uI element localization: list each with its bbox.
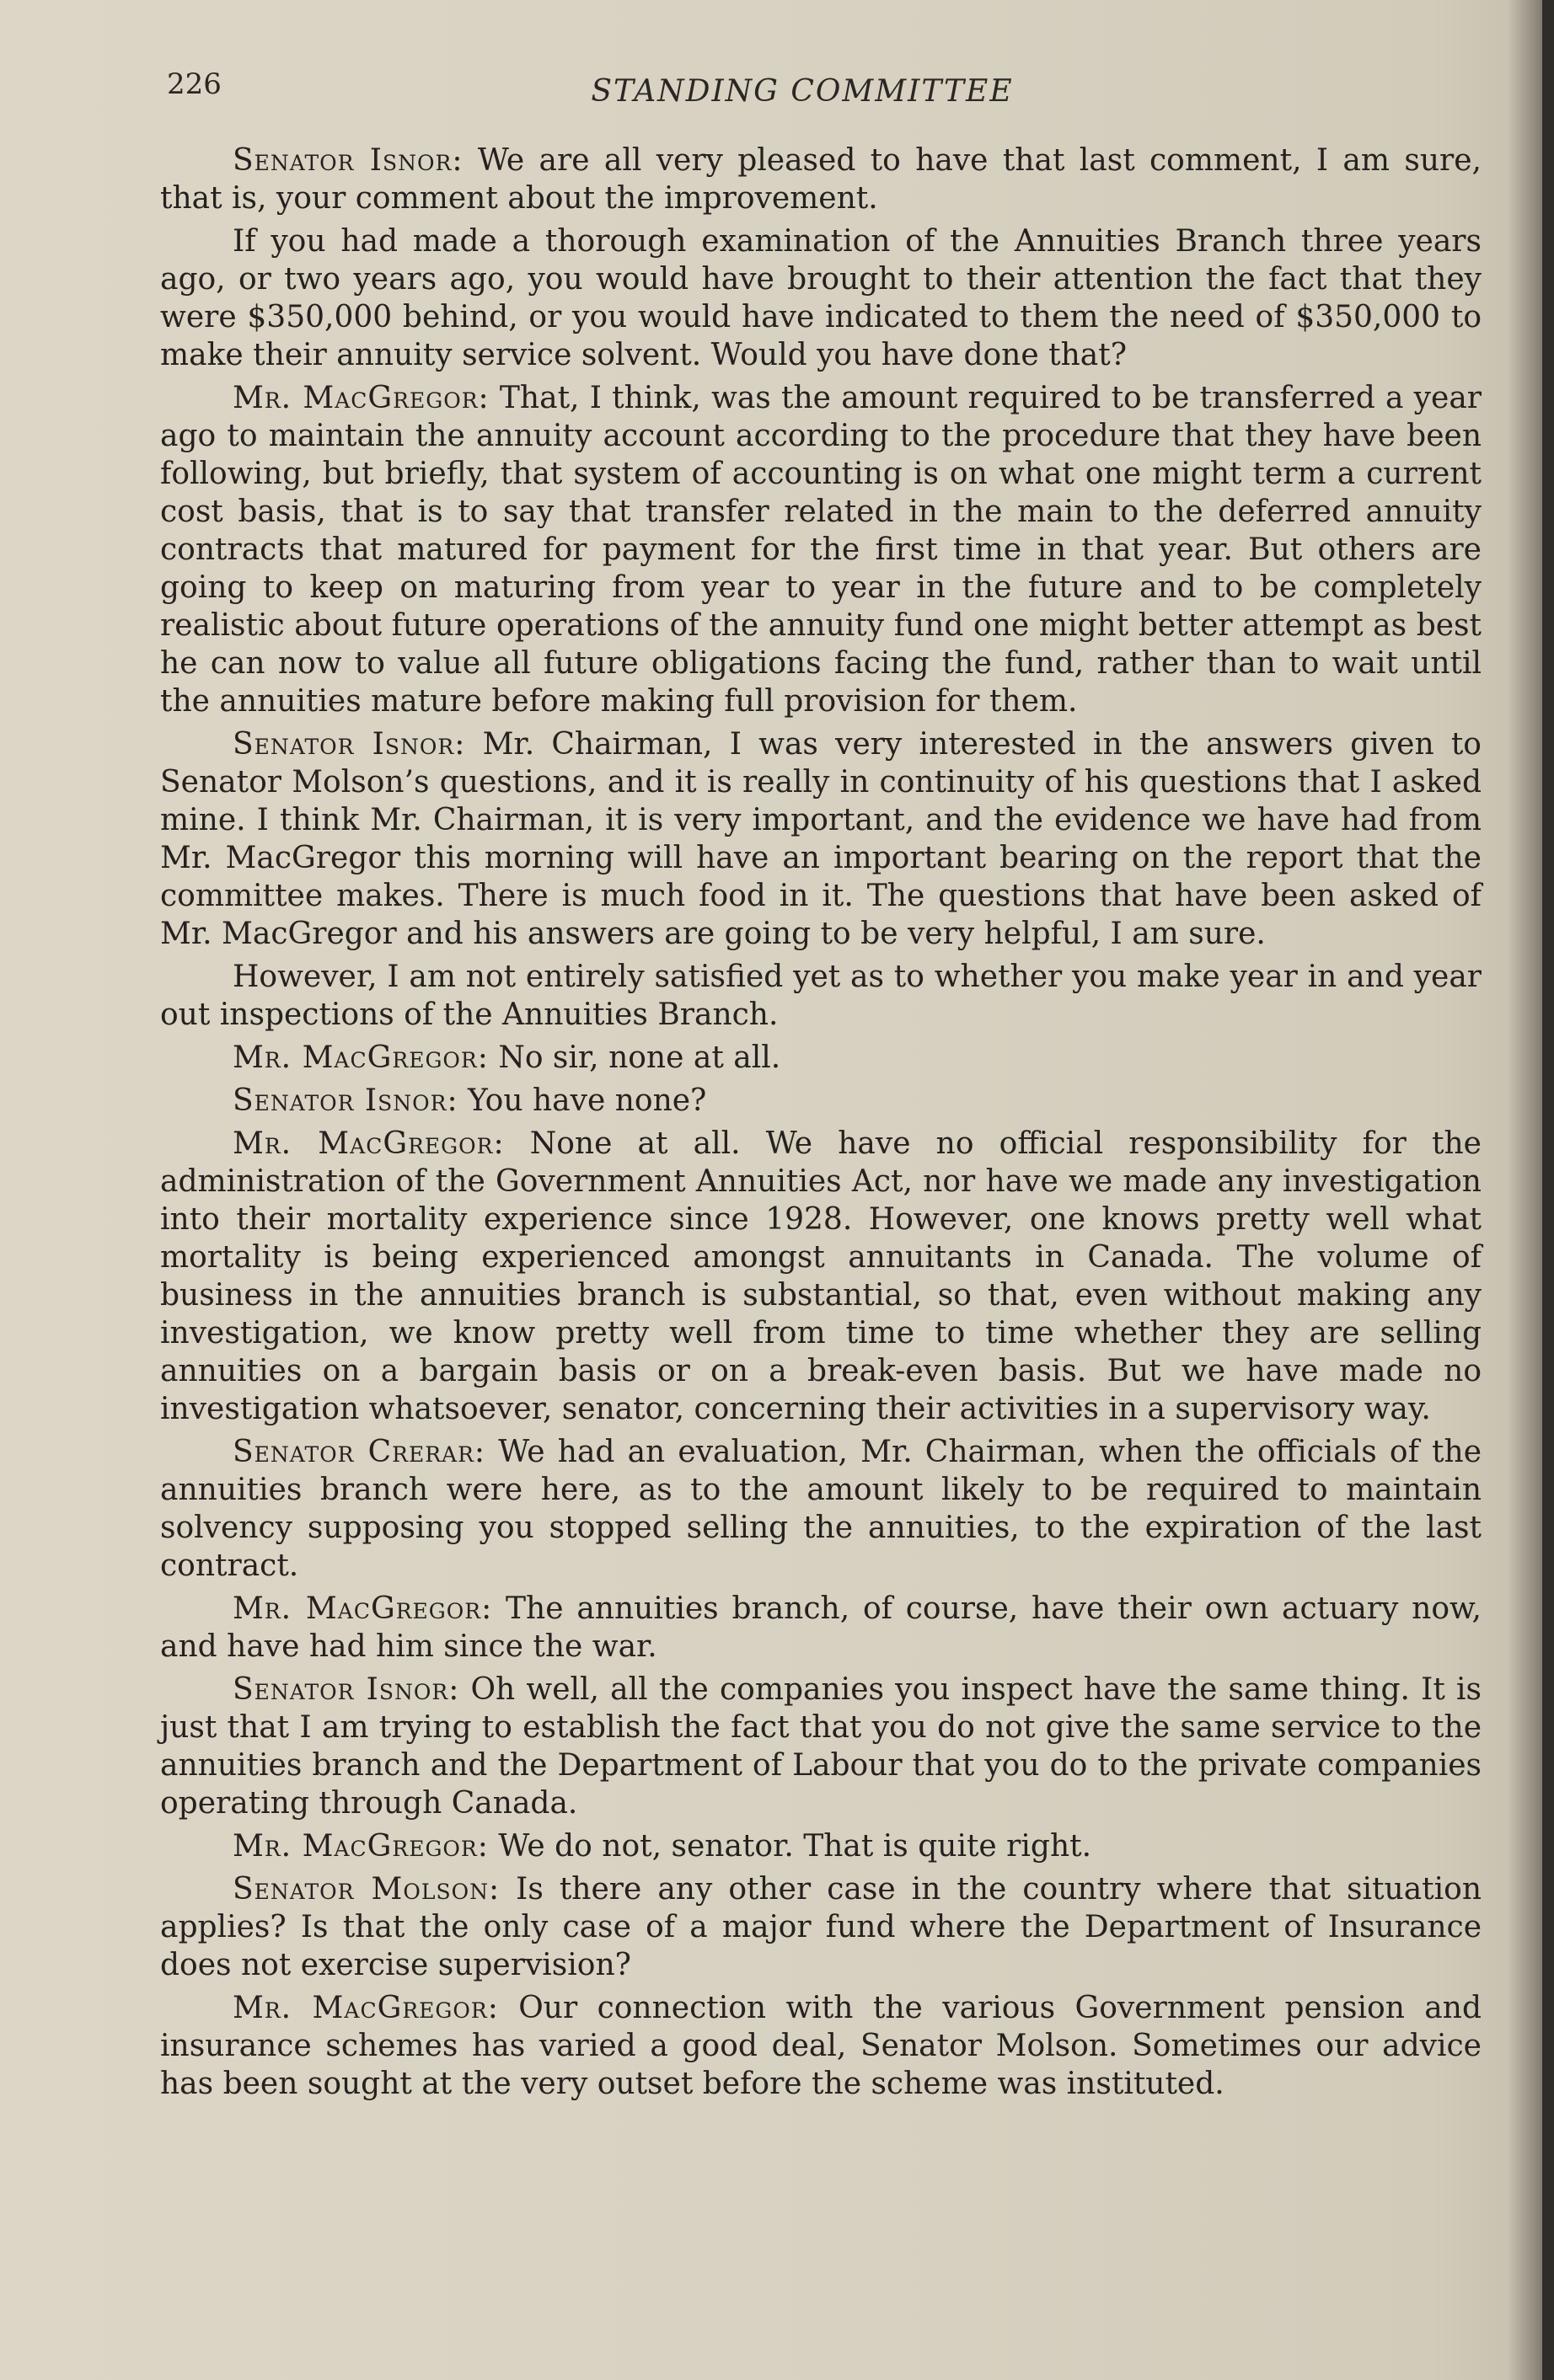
speaker-name: Senator Molson: <box>233 1872 501 1907</box>
paragraph-text: No sir, none at all. <box>488 1040 781 1075</box>
paragraph <box>160 958 1482 1034</box>
paragraph <box>160 379 1482 720</box>
paragraph-text: Mr. Chairman, I was very interested in the answers given to Senator Molson’s questions, and it is really in continuity of his questions that I asked mine. I think Mr. Chairman, it is very important, and the evidence we have had from Mr. MacGregor this morning will have an important bearing on the report that the committee makes. There is much food in it. The questions that have been asked of Mr. MacGregor and his answers are going to be very helpful, I am sure. <box>160 727 1482 951</box>
speaker-name: Senator Isnor: <box>233 1083 458 1118</box>
paragraph <box>160 1671 1482 1822</box>
paragraph-text: If you had made a thorough examination of the Annuities Branch three years ago, or two years ago, you would have brought to their attention the fact that they were $350,000 behind, or you would have indicated to them the need of $350,000 to make their annuity service solvent. Would you have done that? <box>160 224 1482 372</box>
paragraph <box>160 1082 1482 1120</box>
speaker-name: Senator Isnor: <box>233 1672 460 1707</box>
paragraph-text: Oh well, all the companies you inspect have the same thing. It is just that I am trying to establish the fact that you do not give the same service to the annuities branch and the Department of Labour that you do to the private companies operating through Canada. <box>160 1672 1482 1821</box>
speaker-name: Mr. MacGregor: <box>233 1126 505 1161</box>
page-edge-shadow <box>1542 0 1554 2380</box>
running-head: STANDING COMMITTEE <box>591 74 1014 109</box>
paragraph <box>160 1433 1482 1585</box>
transcript-body <box>160 142 1482 2108</box>
paragraph <box>160 1827 1482 1865</box>
paragraph-text: That, I think, was the amount required to be transferred a year ago to maintain the annuity account according to the procedure that they have been following, but briefly, that system of accounting is on what one might term a current cost basis, that is to say that transfer related in the main to the deferred annuity contracts that matured for payment for the first time in that year. But others are going to keep on maturing from year to year in the future and to be completely realistic about future operations of the annuity fund one might better attempt as best he can now to value all future obligations facing the fund, rather than to wait until the annuities mature before making full provision for them. <box>160 381 1482 719</box>
paragraph-text: The annuities branch, of course, have their own actuary now, and have had him since the war. <box>160 1591 1482 1664</box>
speaker-name: Mr. MacGregor: <box>233 1991 499 2025</box>
paragraph-text: However, I am not entirely satisfied yet as to whether you make year in and year out inspections of the Annuities Branch. <box>160 960 1482 1032</box>
paragraph <box>160 142 1482 217</box>
speaker-name: Senator Isnor: <box>233 727 466 762</box>
paragraph-text: Is there any other case in the country where that situation applies? Is that the only case of a major fund where the Department of Insurance does not exercise supervision? <box>160 1872 1482 1982</box>
paragraph-text: We do not, senator. That is quite right. <box>488 1829 1092 1864</box>
paragraph <box>160 1590 1482 1666</box>
speaker-name: Mr. MacGregor: <box>233 381 490 415</box>
paragraph-text: None at all. We have no official responsibility for the administration of the Government Annuities Act, nor have we made any investigation into their mortality experience since 1928. However, one knows pretty well what mortality is being experienced amongst annuitants in Canada. The volume of business in the annuities branch is substantial, so that, even without making any investigation, we know pretty well from time to time whether they are selling annuities on a bargain basis or on a break-even basis. But we have made no investigation whatsoever, senator, concerning their activities in a supervisory way. <box>160 1126 1482 1426</box>
paragraph <box>160 1039 1482 1077</box>
paragraph-text: Our connection with the various Government pension and insurance schemes has varied a good deal, Senator Molson. Sometimes our advice has been sought at the very outset before the scheme was instituted. <box>160 1991 1482 2101</box>
speaker-name: Senator Crerar: <box>233 1435 486 1469</box>
paragraph-text: We had an evaluation, Mr. Chairman, when the officials of the annuities branch were here, as to the amount likely to be required to maintain solvency supposing you stopped selling the annuities, to the expiration of the last contract. <box>160 1435 1482 1583</box>
paragraph <box>160 1870 1482 1984</box>
paragraph <box>160 1125 1482 1428</box>
paragraph <box>160 1989 1482 2103</box>
paragraph-text: We are all very pleased to have that last comment, I am sure, that is, your comment about the improvement. <box>160 143 1482 216</box>
paragraph <box>160 725 1482 953</box>
speaker-name: Mr. MacGregor: <box>233 1591 493 1626</box>
paragraph <box>160 222 1482 374</box>
speaker-name: Mr. MacGregor: <box>233 1040 489 1075</box>
paragraph-text: You have none? <box>458 1083 707 1118</box>
speaker-name: Mr. MacGregor: <box>233 1829 489 1864</box>
speaker-name: Senator Isnor: <box>233 143 464 178</box>
page-number: 226 <box>167 67 222 101</box>
